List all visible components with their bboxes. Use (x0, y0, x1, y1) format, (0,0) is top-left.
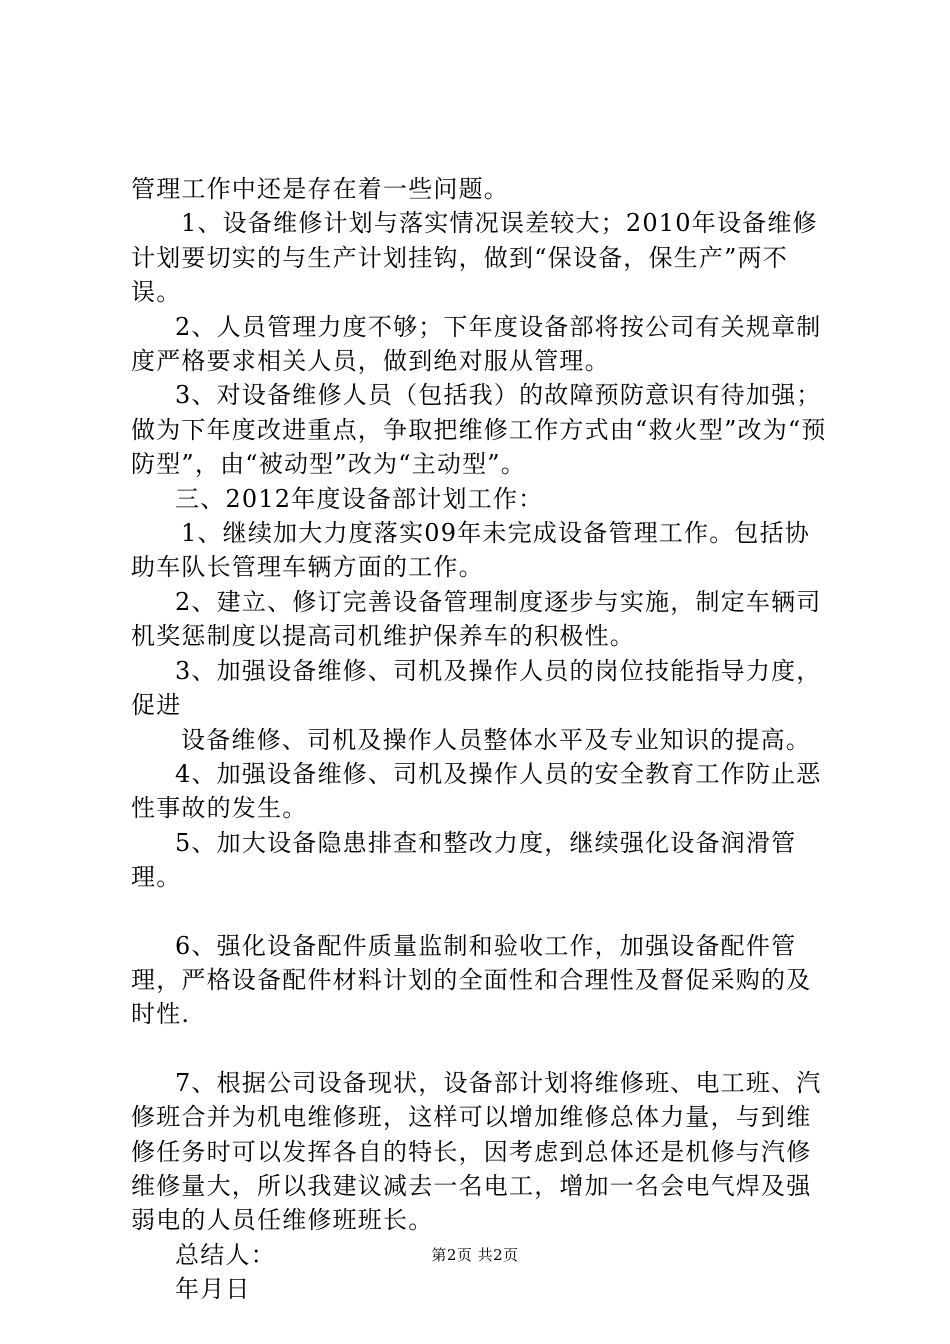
signature-label: 总结人： (175, 1240, 276, 1269)
paragraph-plan-7: 7、根据公司设备现状，设备部计划将维修班、电工班、汽修班合并为机电维修班，这样可以增加维修总体力量，与到维修任务时可以发挥各自的特长，因考虑到总体还是机修与汽修维修量大，所以我建议减去一名电工，增加一名会电气焊及强弱电的人员任维修班班长。 (131, 1068, 822, 1235)
paragraph-issue-3: 3、对设备维修人员（包括我）的故障预防意识有待加强；做为下年度改进重点，争取把维修工作方式由“救火型”改为“预防型”，由“被动型”改为“主动型”。 (131, 381, 827, 479)
paragraph-issue-1: 1、设备维修计划与落实情况误差较大；2010年设备维修计划要切实的与生产计划挂钩，做到“保设备，保生产”两不误。 (131, 209, 818, 307)
paragraph-issue-2: 2、人员管理力度不够；下年度设备部将按公司有关规章制度严格要求相关人员，做到绝对服从管理。 (131, 312, 822, 376)
page-footer: 第2页 共2页 (431, 1246, 519, 1264)
document-body (131, 172, 831, 1307)
paragraph-plan-5: 5、加大设备隐患排查和整改力度，继续强化设备润滑管理。 (131, 828, 797, 892)
paragraph-plan-3-continued: 设备维修、司机及操作人员整体水平及专业知识的提高。 (181, 725, 811, 754)
date-label: 年月日 (175, 1275, 251, 1304)
paragraph-plan-2: 2、建立、修订完善设备管理制度逐步与实施，制定车辆司机奖惩制度以提高司机维护保养车的积极性。 (131, 587, 822, 651)
section-heading-plan: 三、2012年度设备部计划工作： (175, 484, 544, 513)
paragraph-plan-3: 3、加强设备维修、司机及操作人员的岗位技能指导力度，促进 (131, 656, 822, 720)
paragraph-plan-6: 6、强化设备配件质量监制和验收工作，加强设备配件管理，严格设备配件材料计划的全面性和合理性及督促采购的及时性. (131, 931, 812, 1029)
paragraph-plan-1: 1、继续加大力度落实09年未完成设备管理工作。包括协助车队长管理车辆方面的工作。 (131, 519, 811, 582)
paragraph-intro: 管理工作中还是存在着一些问题。 (131, 175, 509, 203)
paragraph-plan-4: 4、加强设备维修、司机及操作人员的安全教育工作防止恶性事故的发生。 (131, 759, 822, 823)
